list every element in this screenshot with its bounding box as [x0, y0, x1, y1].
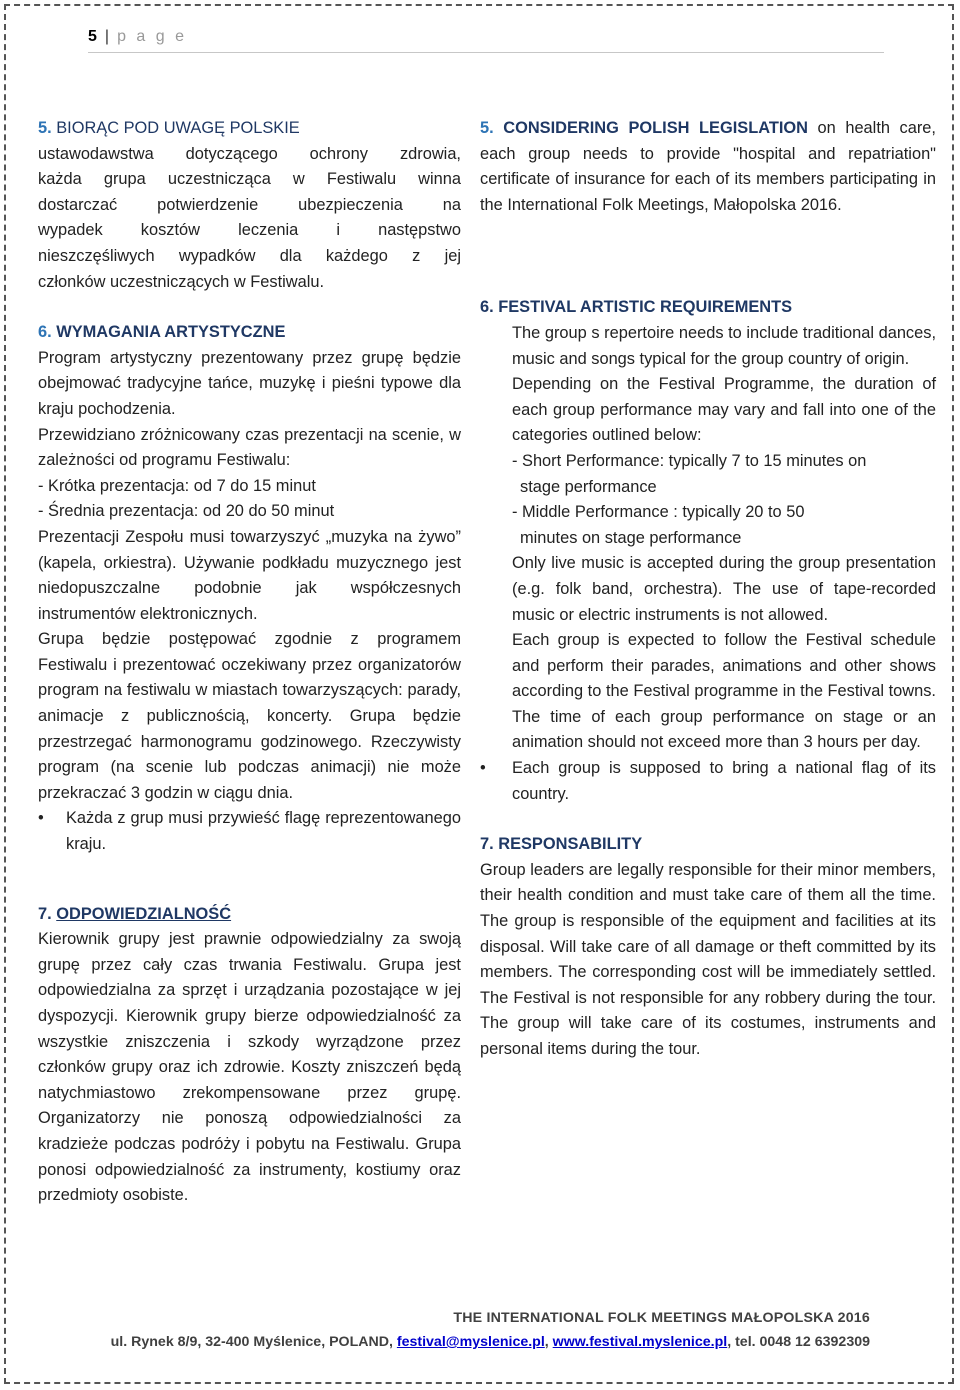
pl-s7-title: ODPOWIEDZIALNOŚĆ [56, 904, 232, 923]
footer-contact [111, 1334, 870, 1350]
en-section-6 [480, 295, 936, 807]
en-section-7 [480, 832, 936, 1062]
footer-title: THE INTERNATIONAL FOLK MEETINGS MAŁOPOLSKA 2016 [453, 1310, 870, 1326]
pl-s6-p1: Program artystyczny prezentowany przez grupę będzie obejmować tradycyjne tańce, muzykę i pieśni typowe dla kraju pochodzenia. [38, 348, 461, 418]
footer-phone: , tel. 0048 12 6392309 [727, 1334, 870, 1350]
pl-s6-title: WYMAGANIA ARTYSTYCZNE [56, 323, 286, 342]
en-s6-p1: The group s repertoire needs to include traditional dances, music and songs typical for the group country of origin. [512, 323, 936, 368]
page-footer [111, 1310, 870, 1350]
pl-s5-line-2: każda grupa uczestnicząca w Festiwalu winna [38, 170, 461, 189]
pl-s5-line-1: ustawodawstwa dotyczącego ochrony zdrowia, [38, 144, 461, 163]
pl-s6-p5: Prezentacji Zespołu musi towarzyszyć „muzyka na żywo” (kapela, orkiestra). Używanie podkładu muzycznego jest niedopuszczalne podobnie jak współczesnych instrumentów elektronicznych. [38, 527, 461, 623]
left-column [38, 116, 461, 1209]
en-s5-text: on health care, each group needs to provide "hospital and repatriation" certificate of insurance for each of its members participating in the International Folk Meetings, Małopolska 2016. [480, 119, 936, 214]
en-s6-bullet: • Each group is supposed to bring a national flag of its country. [480, 756, 936, 807]
page-number: 5 [88, 28, 97, 45]
pl-s6-number: 6. [38, 323, 52, 342]
header-rule [88, 52, 884, 53]
pl-s7-number: 7. [38, 904, 52, 923]
pl-s5-line-4: wypadek kosztów leczenia i następstwo [38, 221, 461, 240]
pl-s7-p1: Kierownik grupy jest prawnie odpowiedzialny za swoją grupę przez cały czas trwania Festiwalu. Grupa jest odpowiedzialna za sprzęt i urządzania pozostające w jej dyspozycji. Kierownik grupy bierze odpowiedzialność za wszystkie zniszczenia i szkody wyrządzone przez członków grupy oraz ich zdrowie. Koszty zniszczeń będą natychmiastowo zrekompensowane przez grupę. Organizatorzy nie ponoszą odpowiedzialności za kradzieże podczas podróży i pobytu na Festiwalu. Grupa ponosi odpowiedzialność za instrumenty, kostiumy oraz przedmioty osobiste. [38, 930, 461, 1205]
en-s6-number: 6. [480, 298, 494, 317]
pl-s5-title: BIORĄC POD UWAGĘ POLSKIE [56, 119, 300, 137]
en-s6-title: FESTIVAL ARTISTIC REQUIREMENTS [498, 298, 793, 317]
pl-s6-p2: Przewidziano zróżnicowany czas prezentacji na scenie, w zależności od programu Festiwalu: [38, 425, 461, 470]
pl-section-5 [38, 116, 461, 295]
pl-s5-number: 5. [38, 119, 52, 137]
en-s7-title: RESPONSABILITY [498, 835, 643, 854]
right-column [480, 116, 936, 1063]
pl-section-6 [38, 320, 461, 857]
en-s7-p1: Group leaders are legally responsible for their minor members, their health condition and must take care of them all the time. The group is responsible of the equipment and facilities at its disposal. Will take care of all damage or theft committed by its members. The corresponding cost will be immediately settled. The Festival is not responsible for any robbery during the tour. The group will take care of its costumes, instruments and personal items during the tour. [480, 860, 936, 1058]
page-separator: | [104, 28, 110, 45]
en-s6-p4b: minutes on stage performance [520, 528, 742, 547]
page [4, 4, 954, 1384]
pl-s6-bullet: • Każda z grup musi przywieść flagę reprezentowanego kraju. [38, 806, 461, 857]
pl-s6-p4: - Średnia prezentacja: od 20 do 50 minut [38, 502, 335, 521]
footer-address: ul. Rynek 8/9, 32-400 Myślenice, POLAND, [110, 1334, 397, 1350]
pl-s6-p6: Grupa będzie postępować zgodnie z programem Festiwalu i prezentować oczekiwany przez organizatorów program na festiwalu w miastach towarzyszących: parady, animacje z publicznością, koncerty. Grupa będzie przestrzegać harmonogramu godzinowego. Rzeczywisty program (na scenie lub podczas animacji) nie może przekraczać 3 godzin w ciągu dnia. [38, 630, 461, 802]
pl-section-7 [38, 902, 461, 1209]
pl-s5-line-3: dostarczać potwierdzenie ubezpieczenia na [38, 195, 461, 214]
footer-website-link[interactable]: www.festival.myslenice.pl [552, 1334, 728, 1350]
en-s6-p2: Depending on the Festival Programme, the duration of each group performance may vary and fall into one of the categories outlined below: [512, 375, 936, 445]
page-header [88, 28, 187, 46]
en-s7-number: 7. [480, 835, 494, 854]
page-label: p a g e [117, 28, 187, 45]
pl-s5-line-6: członków uczestniczących w Festiwalu. [38, 272, 325, 291]
en-s5-title: CONSIDERING POLISH LEGISLATION [503, 119, 808, 137]
en-section-5 [480, 116, 936, 218]
footer-comma: , [544, 1334, 553, 1350]
en-s6-p3b: stage performance [520, 477, 657, 496]
en-s6-p5: Only live music is accepted during the group presentation (e.g. folk band, orchestra). The use of tape-recorded music or electric instruments is not allowed. [512, 554, 936, 624]
en-s6-p3a: - Short Performance: typically 7 to 15 minutes on [512, 451, 867, 470]
en-s6-p6: Each group is expected to follow the Festival schedule and perform their parades, animations and other shows according to the Festival programme in the Festival towns. The time of each group performance on stage or an animation should not exceed more than 3 hours per day. [512, 631, 936, 752]
pl-s6-p3: - Krótka prezentacja: od 7 do 15 minut [38, 476, 316, 495]
pl-s5-line-5: nieszczęśliwych wypadków dla każdego z jej [38, 246, 461, 265]
en-s5-number: 5. [480, 119, 494, 137]
en-s6-p4a: - Middle Performance : typically 20 to 50 [512, 503, 805, 522]
footer-email-link[interactable]: festival@myslenice.pl [396, 1334, 545, 1350]
